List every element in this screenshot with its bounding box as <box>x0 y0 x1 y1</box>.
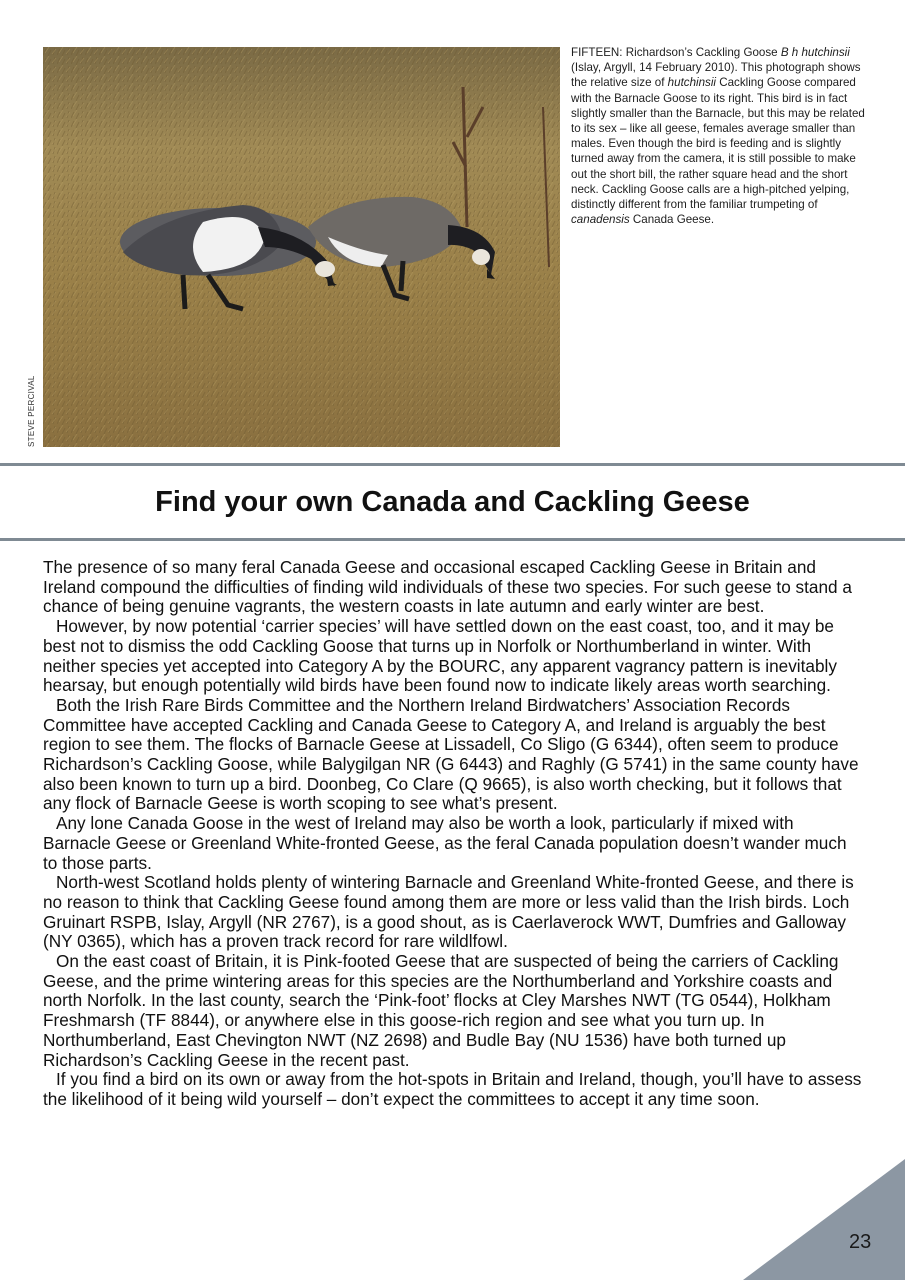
heading-rule-top <box>0 463 905 466</box>
goose-photo <box>43 47 560 447</box>
caption-text-1: FIFTEEN: Richardson’s Cackling Goose <box>571 46 781 59</box>
caption-text-2: (Islay, Argyll, 14 February 2010). This photograph shows the relative size of <box>571 61 861 90</box>
caption-italic-1: B h hutchinsii <box>780 46 850 59</box>
paragraph-3: Both the Irish Rare Birds Committee and the Northern Ireland Birdwatchers’ Association Records Committee have accepted Cackling and Canada Geese to Category A, and Ireland is arguably the best region to see them. The flocks of Barnacle Geese at Lissadell, Co Sligo (G 6344), often seem to produce Richardson’s Cackling Goose, while Balygilgan NR (G 6443) and Raghly (G 5741) in the same county have also been known to turn up a bird. Doonbeg, Co Clare (Q 9665), is also worth checking, but it follows that any flock of Barnacle Geese is worth scoping to see what’s present. <box>43 694 859 814</box>
article-body <box>43 558 865 1110</box>
caption-italic-3: canadensis <box>571 213 630 227</box>
photo-credit: STEVE PERCIVAL <box>27 375 36 447</box>
paragraph-6: On the east coast of Britain, it is Pink-footed Geese that are suspected of being the carriers of Cackling Geese, and the prime wintering areas for this species are the Northumberland and Yorkshire coasts and north Norfolk. In the last county, search the ‘Pink-foot’ flocks at Cley Marshes NWT (TG 0544), Holkham Freshmarsh (TF 8844), or anywhere else in this goose-rich region and see what you turn up. In Northumberland, East Chevington NWT (NZ 2698) and Budle Bay (NU 1536) have both turned up Richardson’s Cackling Geese in the recent past. <box>43 951 839 1070</box>
caption-text-3: Cackling Goose compared with the Barnacle Goose to its right. This bird is in fact slightly smaller than the Barnacle, but this may be related to its sex – like all geese, females average smaller than males. Even though the bird is feeding and is slightly turned away from the camera, it is still possible to make out the short bill, the rather square head and the short neck. Cackling Goose calls are a high-pitched yelping, distinctly different from the familiar trumpeting of <box>571 76 865 212</box>
paragraph-2: However, by now potential ‘carrier species’ will have settled down on the east coast, too, and it may be best not to dismiss the odd Cackling Goose that turns up in Norfolk or Northumberland in winter. With neither species yet accepted into Category A by the BOURC, any apparent vagrancy pattern is inevitably hearsay, but enough potentially wild birds have been found now to indicate likely areas worth searching. <box>43 616 837 696</box>
paragraph-4: Any lone Canada Goose in the west of Ireland may also be worth a look, particularly if mixed with Barnacle Geese or Greenland White-fronted Geese, as the feral Canada population doesn’t wander much to those parts. <box>43 813 847 873</box>
corner-triangle <box>743 1159 905 1280</box>
paragraph-1: The presence of so many feral Canada Geese and occasional escaped Cackling Geese in Britain and Ireland compound the difficulties of finding wild individuals of these two species. For such geese to stand a chance of being genuine vagrants, the western coasts in late autumn and early winter are best. <box>43 557 852 617</box>
goose-photo-illustration <box>43 47 560 447</box>
paragraph-7: If you find a bird on its own or away from the hot-spots in Britain and Ireland, though, you’ll have to assess the likelihood of it being wild yourself – don’t expect the committees to accept it any time soon. <box>43 1069 862 1109</box>
caption-italic-2: hutchinsii <box>667 76 717 90</box>
section-heading: Find your own Canada and Cackling Geese <box>155 486 750 518</box>
caption-text-4: Canada Geese. <box>629 213 715 227</box>
page-number: 23 <box>849 1231 872 1253</box>
paragraph-5: North-west Scotland holds plenty of wintering Barnacle and Greenland White-fronted Geese, and there is no reason to think that Cackling Geese found among them are more or less valid than the Irish birds. Loch Gruinart RSPB, Islay, Argyll (NR 2767), is a good shout, as is Caerlaverock WWT, Dumfries and Galloway (NY 0365), which has a proven track record for rare wildlfowl. <box>43 872 854 952</box>
heading-rule-bottom <box>0 538 905 541</box>
photo-caption <box>571 45 867 227</box>
